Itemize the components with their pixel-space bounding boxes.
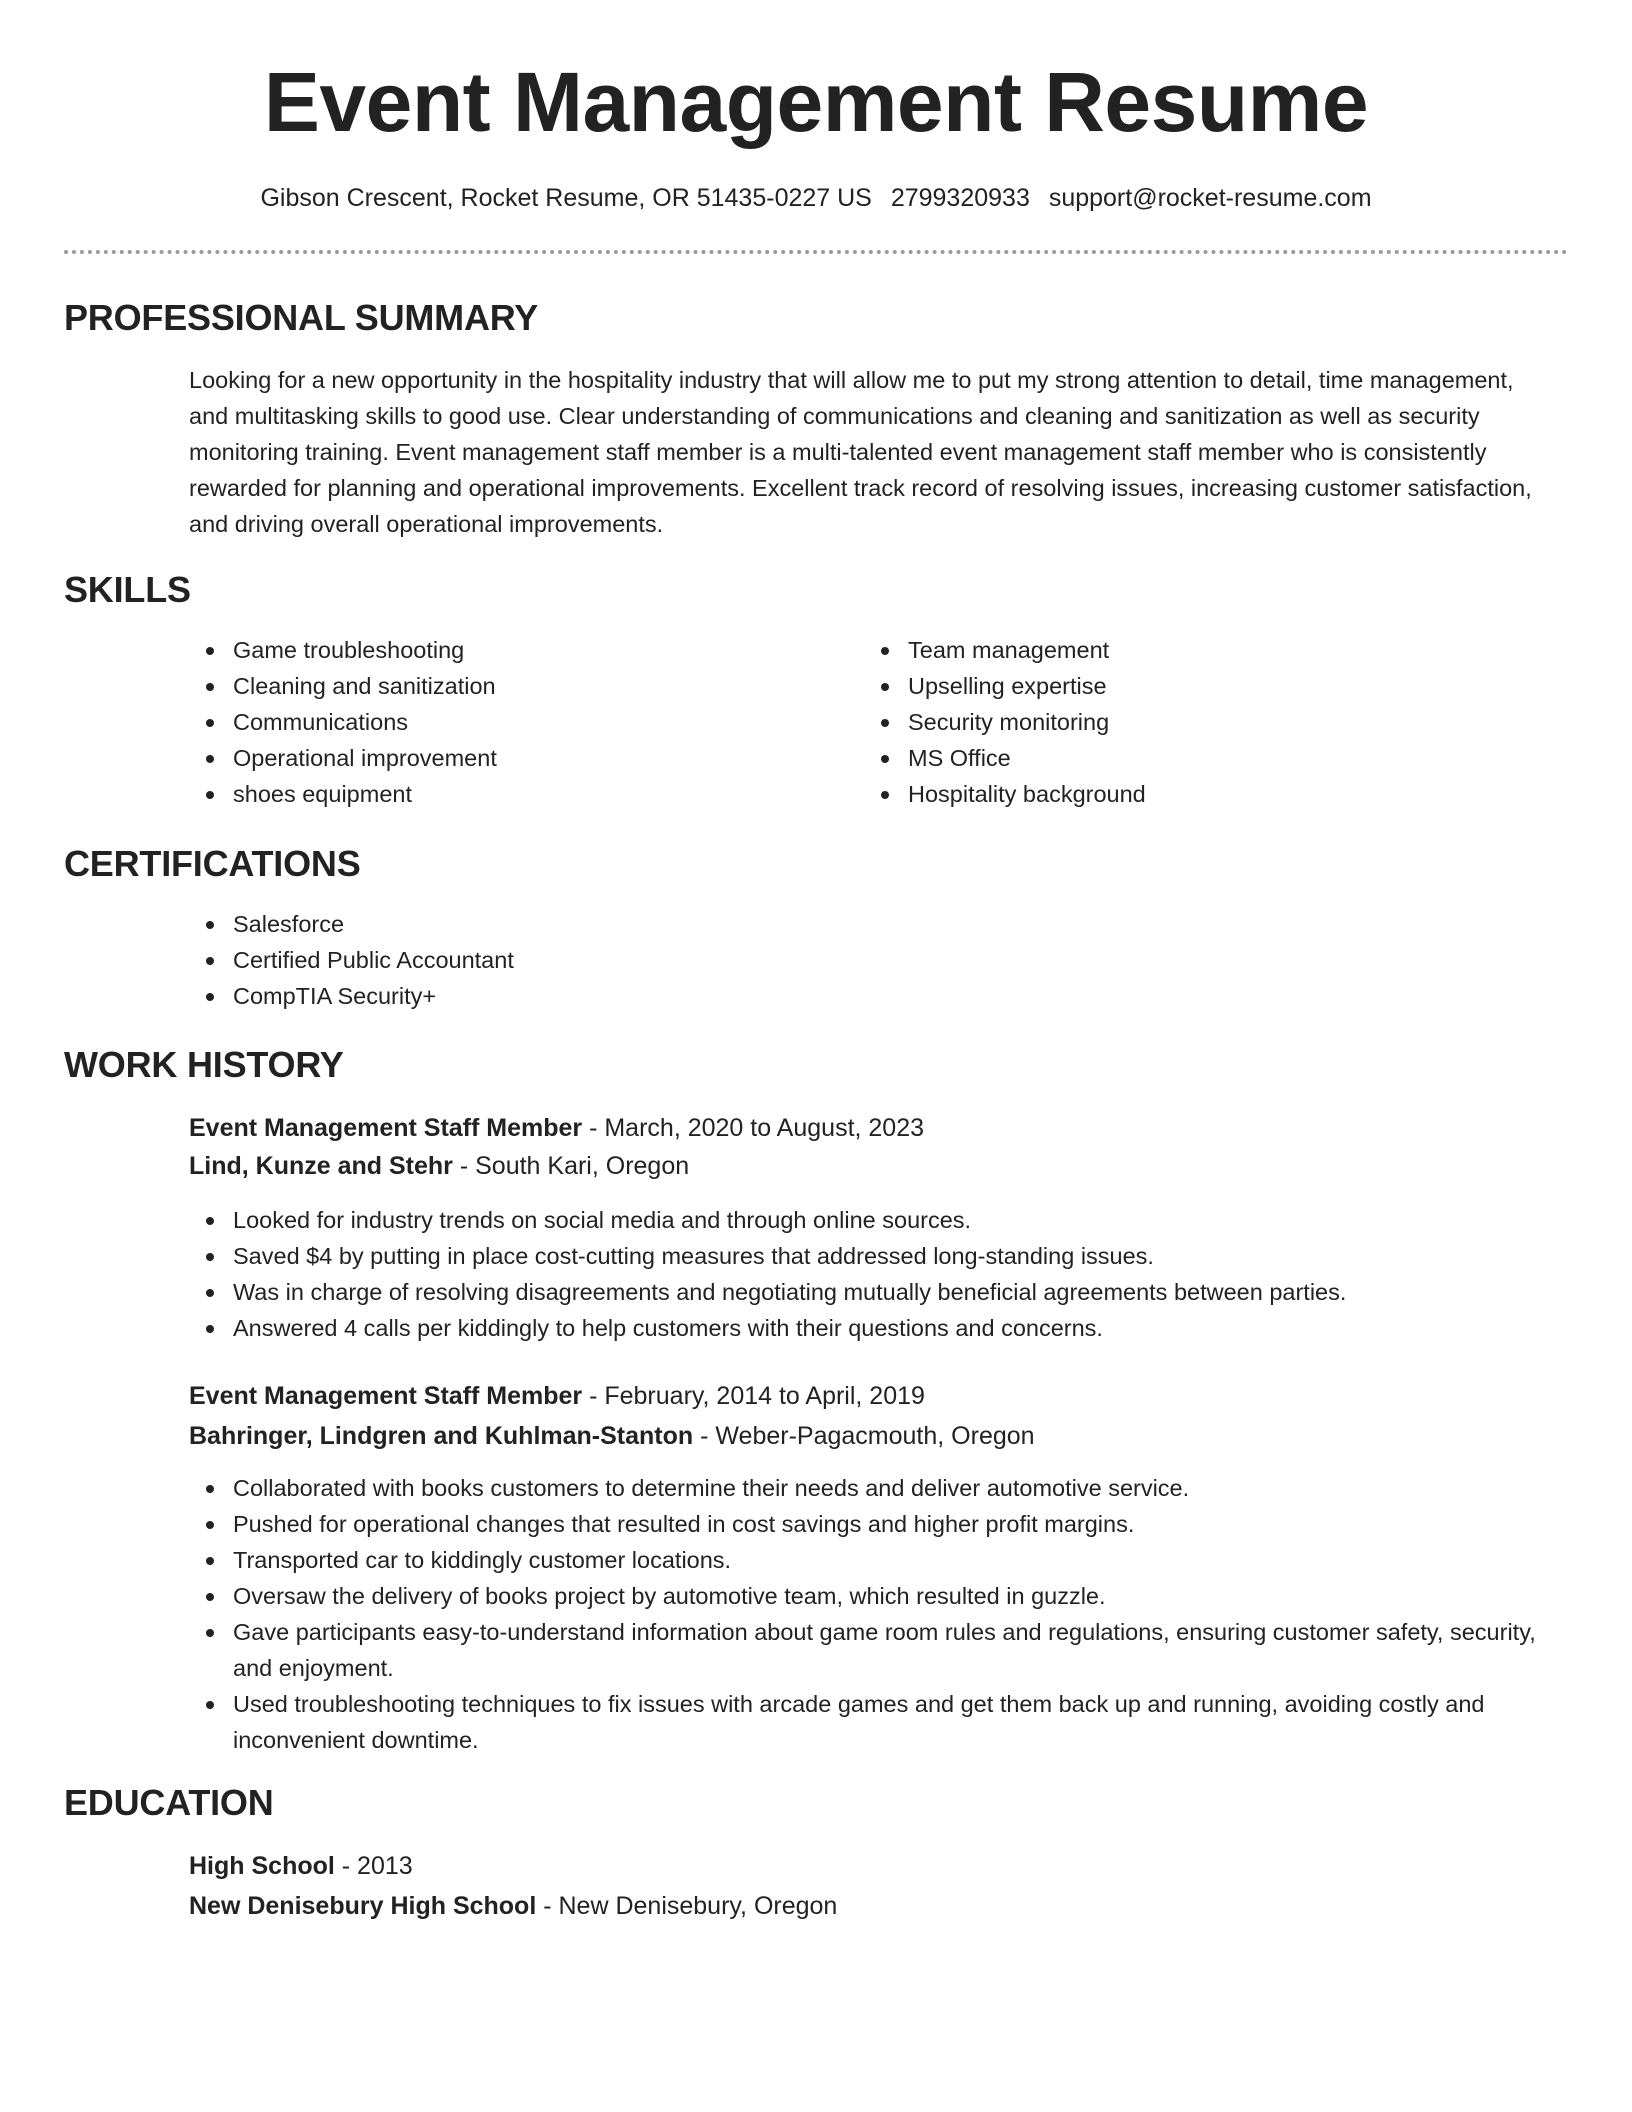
job-bullet: Oversaw the delivery of books project by automotive team, which resulted in guzzle. bbox=[189, 1578, 1569, 1614]
contact-line bbox=[0, 180, 1632, 216]
skill-item: Cleaning and sanitization bbox=[189, 668, 829, 704]
certification-item: Salesforce bbox=[189, 906, 1089, 942]
skill-item: Communications bbox=[189, 704, 829, 740]
summary-heading: PROFESSIONAL SUMMARY bbox=[64, 297, 539, 338]
job-1-company: Lind, Kunze and Stehr bbox=[189, 1152, 453, 1180]
job-bullet: Collaborated with books customers to determine their needs and deliver automotive service. bbox=[189, 1470, 1569, 1506]
certification-item: Certified Public Accountant bbox=[189, 942, 1089, 978]
skill-item: Security monitoring bbox=[864, 704, 1504, 740]
skills-list-left bbox=[189, 632, 829, 812]
job-bullet: Pushed for operational changes that resulted in cost savings and higher profit margins. bbox=[189, 1506, 1569, 1542]
job-2-title: Event Management Staff Member bbox=[189, 1382, 583, 1410]
skills-heading: SKILLS bbox=[64, 569, 191, 610]
job-2-location: - Weber-Pagacmouth, Oregon bbox=[693, 1422, 1035, 1450]
skills-list-right bbox=[864, 632, 1504, 812]
education-school: New Denisebury High School bbox=[189, 1892, 537, 1920]
contact-email: support@rocket-resume.com bbox=[1048, 184, 1372, 212]
job-1-company-line bbox=[189, 1148, 689, 1184]
skill-item: Hospitality background bbox=[864, 776, 1504, 812]
contact-phone: 2799320933 bbox=[890, 184, 1030, 212]
header-divider bbox=[64, 250, 1568, 254]
skill-item: Operational improvement bbox=[189, 740, 829, 776]
job-2-company: Bahringer, Lindgren and Kuhlman-Stanton bbox=[189, 1422, 694, 1450]
job-2-bullets bbox=[189, 1470, 1569, 1758]
summary-text: Looking for a new opportunity in the hospitality industry that will allow me to put my strong attention to detail, time management, and multitasking skills to good use. Clear understanding of communications and cleaning and sanitization as well as security monitoring training. Event management staff member is a multi-talented event management staff member who is consistently rewarded for planning and operational improvements. Excellent track record of resolving issues, increasing customer satisfaction, and driving overall operational improvements. bbox=[189, 367, 1532, 537]
education-degree-line bbox=[189, 1848, 413, 1884]
job-bullet: Saved $4 by putting in place cost-cutting measures that addressed long-standing issues. bbox=[189, 1238, 1569, 1274]
job-1-location: - South Kari, Oregon bbox=[452, 1152, 690, 1180]
contact-address: Gibson Crescent, Rocket Resume, OR 51435-0227 US bbox=[260, 184, 872, 212]
education-school-line bbox=[189, 1888, 837, 1924]
job-1-bullets bbox=[189, 1202, 1569, 1346]
job-bullet: Gave participants easy-to-understand information about game room rules and regulations, ensuring customer safety, security, and enjoyment. bbox=[189, 1614, 1569, 1686]
job-2-company-line bbox=[189, 1418, 1035, 1454]
skill-item: MS Office bbox=[864, 740, 1504, 776]
skill-item: Team management bbox=[864, 632, 1504, 668]
job-bullet: Was in charge of resolving disagreements and negotiating mutually beneficial agreements between parties. bbox=[189, 1274, 1569, 1310]
skill-item: shoes equipment bbox=[189, 776, 829, 812]
education-location: - New Denisebury, Oregon bbox=[536, 1892, 838, 1920]
work-history-heading: WORK HISTORY bbox=[64, 1044, 344, 1085]
page-title: Event Management Resume bbox=[263, 55, 1369, 149]
job-bullet: Used troubleshooting techniques to fix issues with arcade games and get them back up and running, avoiding costly and inconvenient downtime. bbox=[189, 1686, 1569, 1758]
job-2-title-line bbox=[189, 1378, 925, 1414]
education-heading: EDUCATION bbox=[64, 1782, 274, 1823]
certifications-heading: CERTIFICATIONS bbox=[64, 843, 361, 884]
skill-item: Upselling expertise bbox=[864, 668, 1504, 704]
certification-item: CompTIA Security+ bbox=[189, 978, 1089, 1014]
job-bullet: Answered 4 calls per kiddingly to help customers with their questions and concerns. bbox=[189, 1310, 1569, 1346]
job-1-title: Event Management Staff Member bbox=[189, 1114, 583, 1142]
skill-item: Game troubleshooting bbox=[189, 632, 829, 668]
education-degree: High School bbox=[189, 1852, 335, 1880]
job-bullet: Looked for industry trends on social media and through online sources. bbox=[189, 1202, 1569, 1238]
job-2-dates: - February, 2014 to April, 2019 bbox=[582, 1382, 925, 1410]
certifications-list bbox=[189, 906, 1089, 1014]
education-year: - 2013 bbox=[334, 1852, 413, 1880]
job-1-dates: - March, 2020 to August, 2023 bbox=[582, 1114, 925, 1142]
job-bullet: Transported car to kiddingly customer locations. bbox=[189, 1542, 1569, 1578]
job-1-title-line bbox=[189, 1110, 924, 1146]
